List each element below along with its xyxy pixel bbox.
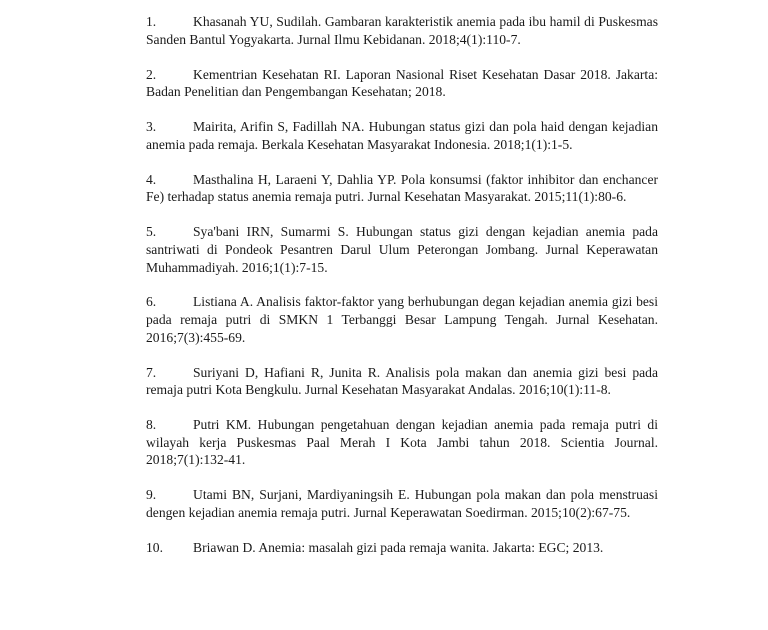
reference-number: 3. (146, 119, 157, 135)
reference-item-1 (146, 13, 658, 48)
reference-text: Khasanah YU, Sudilah. Gambaran karakteristik anemia pada ibu hamil di Puskesmas Sanden Bantul Yogyakarta. Jurnal Ilmu Kebidanan. 2018;4(1):110-7. (146, 14, 658, 47)
reference-item-9 (146, 486, 658, 521)
reference-text: Listiana A. Analisis faktor-faktor yang berhubungan degan kejadian anemia gizi besi pada remaja putri di SMKN 1 Terbanggi Besar Lampung Tengah. Jurnal Kesehatan. 2016;7(3):455-69. (146, 294, 658, 345)
reference-number: 4. (146, 171, 157, 187)
reference-item-3 (146, 118, 658, 153)
reference-item-8 (146, 416, 658, 469)
reference-item-10 (146, 539, 658, 557)
reference-number: 2. (146, 66, 157, 82)
reference-item-7 (146, 364, 658, 399)
reference-number: 8. (146, 417, 157, 433)
reference-text: Kementrian Kesehatan RI. Laporan Nasional Riset Kesehatan Dasar 2018. Jakarta: Badan Penelitian dan Pengembangan Kesehatan; 2018. (146, 66, 658, 100)
reference-text: Briawan D. Anemia: masalah gizi pada remaja wanita. Jakarta: EGC; 2013. (193, 539, 604, 555)
reference-item-5 (146, 223, 658, 276)
reference-text: Suriyani D, Hafiani R, Junita R. Analisis pola makan dan anemia gizi besi pada remaja putri Kota Bengkulu. Jurnal Kesehatan Masyarakat Andalas. 2016;10(1):11-8. (146, 364, 658, 398)
reference-number: 5. (146, 224, 157, 240)
reference-item-6 (146, 293, 658, 346)
reference-number: 6. (146, 294, 157, 310)
reference-text: Masthalina H, Laraeni Y, Dahlia YP. Pola konsumsi (faktor inhibitor dan enchancer Fe) terhadap status anemia remaja putri. Jurnal Kesehatan Masyarakat. 2015;11(1):80-6. (146, 171, 658, 205)
reference-item-2 (146, 66, 658, 101)
reference-text: Sya'bani IRN, Sumarmi S. Hubungan status gizi dengan kejadian anemia pada santriwati di Pondeok Pesantren Darul Ulum Peterongan Jombang. Jurnal Keperawatan Muhammadiyah. 2016;1(1):7-15. (146, 224, 658, 275)
reference-text: Utami BN, Surjani, Mardiyaningsih E. Hubungan pola makan dan pola menstruasi dengen kejadian anemia remaja putri. Jurnal Keperawatan Soedirman. 2015;10(2):67-75. (146, 487, 658, 520)
reference-number: 9. (146, 487, 157, 503)
reference-number: 1. (146, 14, 157, 29)
reference-text: Putri KM. Hubungan pengetahuan dengan kejadian anemia pada remaja putri di wilayah kerja Puskesmas Paal Merah I Kota Jambi tahun 2018. Scientia Journal. 2018;7(1):132-41. (146, 417, 658, 468)
reference-item-4 (146, 171, 658, 206)
reference-number: 10. (146, 539, 163, 555)
reference-list (146, 13, 658, 557)
reference-text: Mairita, Arifin S, Fadillah NA. Hubungan status gizi dan pola haid dengan kejadian anemia pada remaja. Berkala Kesehatan Masyarakat Indonesia. 2018;1(1):1-5. (146, 119, 658, 152)
reference-number: 7. (146, 364, 157, 380)
